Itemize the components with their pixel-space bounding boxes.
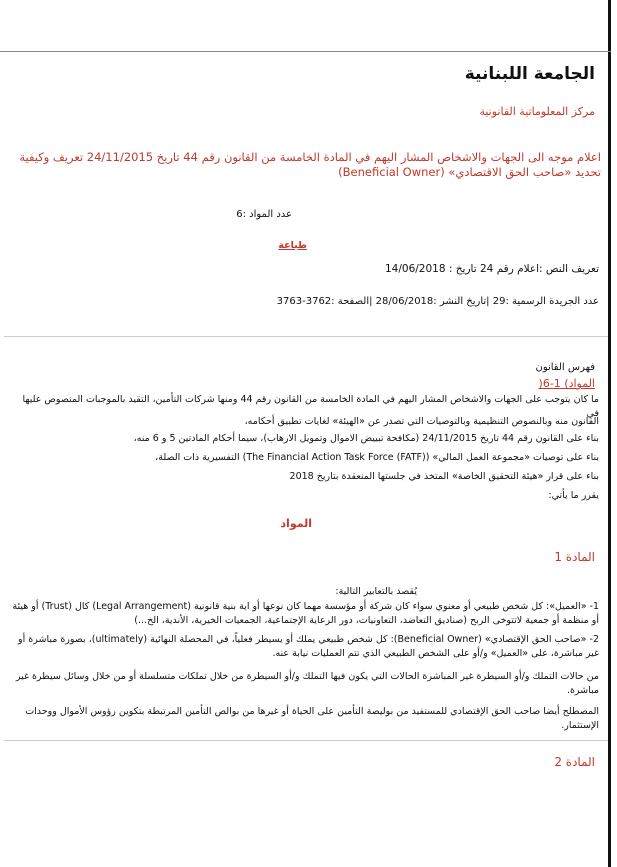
article-2-heading: المادة 2 bbox=[554, 755, 595, 769]
print-link[interactable]: طباعة bbox=[278, 240, 307, 251]
article-1-paragraph: 1- «العميل»: كل شخص طبيعي أو معنوي سواء كان شركة أو مؤسسة مهما كان نوعها أو اية بنية قانونية (Legal Arrangement) كال (Trust) أو هيئة أو منظمة أو جمعية لاتتوخى الربح (صناديق التعاضد، التعاونيات، دور الرعاية الإجتماعية، الجمعيات الخيرية، الأندية، الخ...) bbox=[12, 601, 599, 626]
articles-count: عدد المواد :6 bbox=[236, 209, 292, 220]
article-1-paragraph: من حالات التملك و/أو السيطرة غير المباشرة الحالات التي يكون فيها التملك و/أو السيطرة من خلال تملكات متسلسلة أو من خلال وسائل سيطرة غير مباشرة. bbox=[15, 671, 599, 696]
preamble-line: يقرر ما يأتي: bbox=[548, 490, 599, 501]
gazette-info: عدد الجريدة الرسمية :29 |تاريخ النشر :28/06/2018 |الصفحة :3762-3763 bbox=[276, 296, 599, 307]
section-divider bbox=[4, 336, 608, 337]
preamble-line: بناء على القانون رقم 44 تاريخ 24/11/2015 (مكافحة تبييض الاموال وتمويل الارهاب)، سيما أحكام المادتين 5 و 6 منه، bbox=[133, 433, 599, 444]
article-1-paragraph: المصطلح أيضا صاحب الحق الإقتصادي للمستفيد من بوليصة التأمين على الحياة أو غيرها من بوالص التأمين المرتبطة بتكوين رؤوس الأموال ووحدات الإستثمار. bbox=[25, 706, 599, 731]
center-name: مركز المعلوماتية القانونية bbox=[479, 105, 595, 118]
university-name: الجامعة اللبنانية bbox=[464, 64, 595, 84]
preamble-line: ما كان يتوجب على الجهات والاشخاص المشار اليهم في المادة الخامسة من القانون رقم 44 ومنها شركات التأمين، التقيد بالموجبات المنصوص عليها في bbox=[22, 394, 599, 419]
index-articles-link[interactable]: المواد) 1-6( bbox=[538, 377, 595, 390]
article-divider bbox=[4, 740, 608, 741]
preamble-line: بناء على قرار «هيئة التحقيق الخاصة» المتخذ في جلستها المنعقدة بتاريخ 2018 bbox=[289, 471, 599, 482]
top-divider bbox=[0, 51, 611, 52]
article-1-intro: يُقصد بالتعابير التالية: bbox=[335, 586, 417, 597]
article-1-paragraph: 2- «صاحب الحق الإقتصادي» (Beneficial Owner): كل شخص طبيعي يملك أو يسيطر فعلياً، في المحصلة النهائية (ultimately)، بصورة مباشرة أو غير مباشرة، على «العميل» و/أو على الشخص الطبيعي الذي تتم العمليات نيابة عنه. bbox=[18, 634, 599, 659]
article-1-heading: المادة 1 bbox=[554, 550, 595, 564]
preamble-line: القانون منه وبالنصوص التنظيمية وبالتوصيات التي تصدر عن «الهيئة» لغايات تطبيق أحكامه، bbox=[244, 416, 599, 427]
section-title: المواد bbox=[280, 517, 312, 530]
preamble-line: بناء على توصيات «مجموعة العمل المالي» (The Financial Action Task Force (FATF)) التفسيرية ذات الصلة، bbox=[155, 452, 599, 463]
document-title: اعلام موجه الى الجهات والاشخاص المشار اليهم في المادة الخامسة من القانون رقم 44 تاريخ 24/11/2015 تعريف وكيفية تحديد «صاحب الحق الاقتصادي» (Beneficial Owner) bbox=[19, 150, 601, 179]
text-definition: تعريف النص :اعلام رقم 24 تاريخ : 14/06/2018 bbox=[385, 263, 599, 275]
index-label: فهرس القانون bbox=[535, 362, 595, 373]
